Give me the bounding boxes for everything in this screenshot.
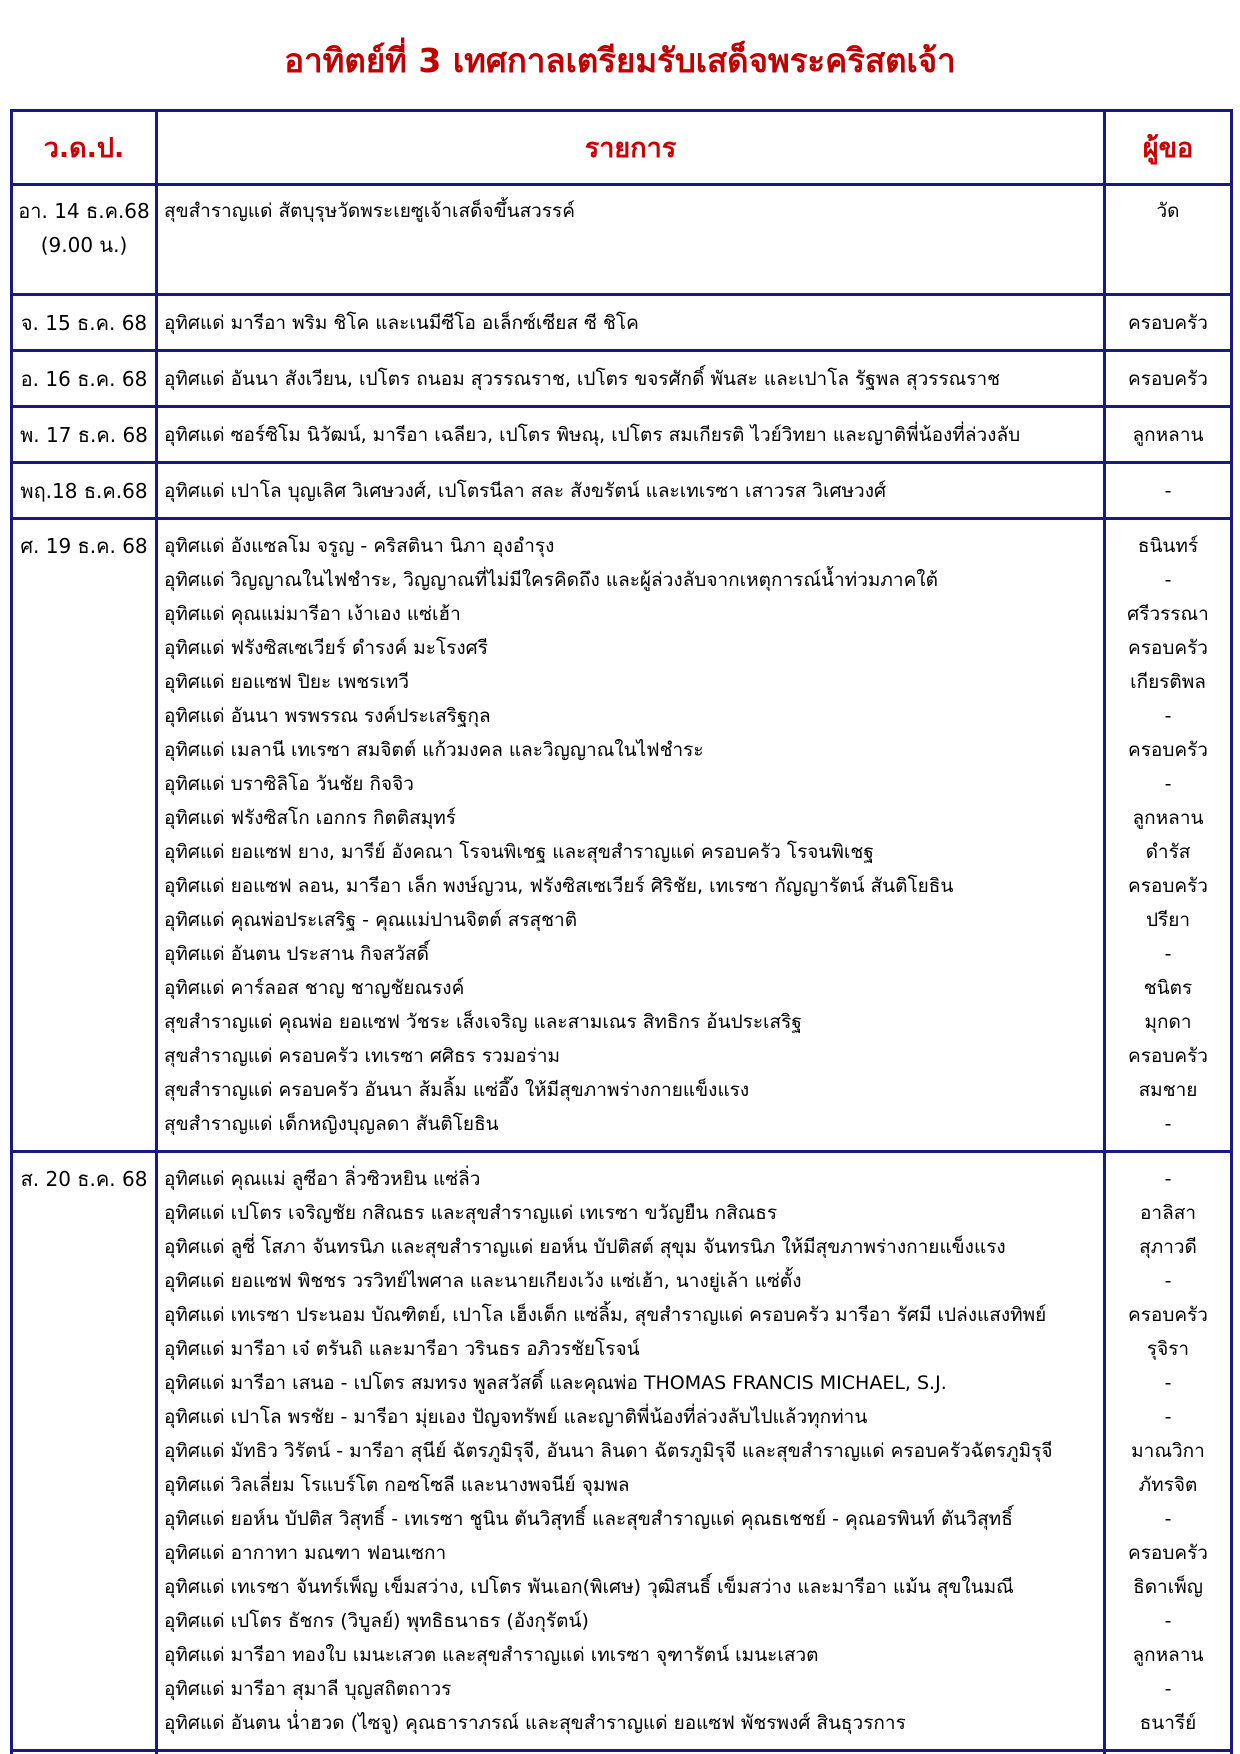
requester-text: วัด xyxy=(1156,200,1180,222)
intention-text: สุขสำราญแด่ ครอบครัว เทเรซา ศศิธร รวมอร่าม xyxy=(164,1045,561,1067)
requester-text: - xyxy=(1164,1113,1172,1135)
intention-text: อุทิศแด่ อากาทา มณฑา ฟอนเซกา xyxy=(164,1542,447,1564)
requester-text: ครอบครัว xyxy=(1128,1304,1208,1326)
requester-cell xyxy=(1105,351,1232,407)
intention-text: อุทิศแด่ บราซิลิโอ วันชัย กิจจิว xyxy=(164,773,414,795)
page-title: อาทิตย์ที่ 3 เทศกาลเตรียมรับเสด็จพระคริสตเจ้า xyxy=(284,41,956,80)
requester-text: ปรียา xyxy=(1145,909,1191,931)
intention-text: อุทิศแด่ มารีอา สุมาลี บุญสถิตถาวร xyxy=(164,1678,452,1700)
requester-text: - xyxy=(1164,1610,1172,1632)
intention-text: อุทิศแด่ ซอร์ซิโม นิวัฒน์, มารีอา เฉลียว, เปโตร พิษณุ, เปโตร สมเกียรติ ไวย์วิทยา และญาติพี่น้องที่ล่วงลับ xyxy=(164,423,1021,446)
requester-text: มุกดา xyxy=(1144,1011,1192,1033)
intention-text: สุขสำราญแด่ ครอบครัว อันนา ส้มลิ้ม แซ่อึ๊ง ให้มีสุขภาพร่างกายแข็งแรง xyxy=(164,1079,750,1101)
intention-text: อุทิศแด่ มารีอา เจ๋ ตรันถิ และมารีอา วรินธร อภิวรชัยโรจน์ xyxy=(164,1338,640,1360)
requester-text: - xyxy=(1164,1270,1172,1292)
intention-text: สุขสำราญแด่ สัตบุรุษวัดพระเยซูเจ้าเสด็จขึ้นสวรรค์ xyxy=(164,200,575,222)
requester-cell xyxy=(1105,407,1232,463)
intention-text: อุทิศแด่ อันตน น่ำฮวด (ไซจู) คุณธาราภรณ์ และสุขสำราญแด่ ยอแซฟ พัชรพงศ์ สินธุวรการ xyxy=(164,1712,906,1734)
intention-text: อุทิศแด่ คุณพ่อประเสริฐ - คุณแม่ปานจิตต์ สรสุชาติ xyxy=(164,909,578,931)
requester-text: - xyxy=(1164,1168,1172,1190)
requester-cell xyxy=(1105,1751,1232,1754)
intention-text: อุทิศแด่ มารีอา พริม ชิโค และเนมีซีโอ อเล็กซ์เซียส ซี ชิโค xyxy=(164,311,639,334)
requester-text: ลูกหลาน xyxy=(1132,423,1204,446)
intentions-cell xyxy=(157,1152,1105,1751)
col-header-requester: ผู้ขอ xyxy=(1105,111,1232,185)
date-cell xyxy=(12,1751,157,1754)
intentions-cell xyxy=(157,407,1105,463)
intentions-cell xyxy=(157,351,1105,407)
requester-text: ครอบครัว xyxy=(1128,1542,1208,1564)
requester-text: ครอบครัว xyxy=(1128,311,1208,334)
date-cell xyxy=(12,185,157,295)
requester-text: มาณวิกา xyxy=(1131,1440,1205,1462)
intention-text: อุทิศแด่ เปโตร เจริญชัย กสิณธร และสุขสำราญแด่ เทเรซา ขวัญยืน กสิณธร xyxy=(164,1202,778,1224)
requester-text: เกียรติพล xyxy=(1130,671,1206,693)
intention-text: อุทิศแด่ อังแซลโม จรูญ - คริสตินา นิภา อุงอำรุง xyxy=(164,535,555,557)
col-header-date: ว.ด.ป. xyxy=(12,111,157,185)
document-page xyxy=(0,34,1240,1754)
date-text: พ. 17 ธ.ค. 68 xyxy=(20,422,148,447)
intention-text: สุขสำราญแด่ คุณพ่อ ยอแซฟ วัชระ เส็งเจริญ และสามเณร สิทธิกร อ้นประเสริฐ xyxy=(164,1011,802,1033)
date-text: อ. 16 ธ.ค. 68 xyxy=(20,366,148,391)
intention-text: อุทิศแด่ เปาโล พรชัย - มารีอา มุ่ยเอง ปัญจทรัพย์ และญาติพี่น้องที่ล่วงลับไปแล้วทุกท่าน xyxy=(164,1406,868,1428)
requester-cell xyxy=(1105,1152,1232,1751)
requester-text: ครอบครัว xyxy=(1128,875,1208,897)
requester-text: ลูกหลาน xyxy=(1132,1644,1204,1666)
date-cell xyxy=(12,463,157,519)
table-row xyxy=(12,407,1232,463)
requester-text: ครอบครัว xyxy=(1128,739,1208,761)
intention-text: อุทิศแด่ ลูซี่ โสภา จันทรนิภ และสุขสำราญแด่ ยอห์น บัปติสต์ สุขุม จันทรนิภ ให้มีสุขภาพร่างกายแข็งแรง xyxy=(164,1236,1006,1258)
requester-text: ธิดาเพ็ญ xyxy=(1133,1576,1203,1598)
date-cell xyxy=(12,295,157,351)
intentions-cell xyxy=(157,463,1105,519)
requester-text: - xyxy=(1164,1372,1172,1394)
requester-text: สุภาวดี xyxy=(1139,1236,1197,1258)
date-cell xyxy=(12,519,157,1152)
intention-text: อุทิศแด่ อันตน ประสาน กิจสวัสดิ์ xyxy=(164,943,429,965)
mass-intentions-table xyxy=(10,109,1233,1754)
intention-text: อุทิศแด่ ยอแซฟ ลอน, มารีอา เล็ก พงษ์ญวน, ฟรังซิสเซเวียร์ ศิริชัย, เทเรซา กัญญารัตน์ สันติโยธิน xyxy=(164,875,954,897)
intention-text: สุขสำราญแด่ เด็กหญิงบุญลดา สันติโยธิน xyxy=(164,1113,499,1135)
intention-text: อุทิศแด่ ยอแซฟ พิชชร วรวิทย์ไพศาล และนายเกียงเว้ง แซ่เฮ้า, นางยู่เล้า แซ่ตั้ง xyxy=(164,1270,802,1292)
date-text: ส. 20 ธ.ค. 68 xyxy=(20,1167,148,1191)
intention-text: อุทิศแด่ คุณแม่ ลูซีอา ลิ่วซิวหยิน แซ่ลิ่ว xyxy=(164,1168,481,1190)
requester-text: ชนิตร xyxy=(1143,977,1193,999)
requester-text: ศรีวรรณา xyxy=(1127,603,1209,625)
requester-cell xyxy=(1105,295,1232,351)
table-row xyxy=(12,185,1232,295)
intention-text: อุทิศแด่ เทเรซา จันทร์เพ็ญ เข็มสว่าง, เปโตร พันเอก(พิเศษ) วุฒิสนธิ์ เข็มสว่าง และมารีอา แม้น สุขในมณี xyxy=(164,1576,1014,1598)
requester-text: - xyxy=(1164,479,1172,502)
intention-text: อุทิศแด่ มารีอา ทองใบ เมนะเสวต และสุขสำราญแด่ เทเรซา จุฑารัตน์ เมนะเสวต xyxy=(164,1644,819,1666)
requester-text: ธนินทร์ xyxy=(1137,535,1199,557)
date-text: อา. 14 ธ.ค.68 xyxy=(18,199,150,223)
intention-text: อุทิศแด่ วิลเลี่ยม โรแบร์โต กอซโซลี และนางพจนีย์ จุมพล xyxy=(164,1474,630,1496)
table-body xyxy=(12,185,1232,1754)
table-row xyxy=(12,351,1232,407)
col-header-items: รายการ xyxy=(157,111,1105,185)
requester-text: ลูกหลาน xyxy=(1132,807,1204,829)
intention-text: อุทิศแด่ เทเรซา ประนอม บัณฑิตย์, เปาโล เฮ็งเต็ก แซ่ลิ้ม, สุขสำราญแด่ ครอบครัว มารีอา รัศมี เปล่งแสงทิพย์ xyxy=(164,1304,1047,1326)
requester-text: ดำรัส xyxy=(1145,841,1191,863)
date-text: จ. 15 ธ.ค. 68 xyxy=(20,310,148,335)
date-text: (9.00 น.) xyxy=(40,233,128,257)
requester-text: - xyxy=(1164,1678,1172,1700)
requester-text: - xyxy=(1164,705,1172,727)
intention-text: อุทิศแด่ ยอห์น บัปติส วิสุทธิ์ - เทเรซา ชูนิน ตันวิสุทธิ์ และสุขสำราญแด่ คุณธเชชย์ - คุณอรพินท์ ตันวิสุทธิ์ xyxy=(164,1508,1013,1530)
intention-text: อุทิศแด่ ฟรังซิสโก เอกกร กิตติสมุทร์ xyxy=(164,807,456,829)
intention-text: อุทิศแด่ วิญญาณในไฟชำระ, วิญญาณที่ไม่มีใครคิดถึง และผู้ล่วงลับจากเหตุการณ์น้ำท่วมภาคใต้ xyxy=(164,569,938,591)
requester-text: ครอบครัว xyxy=(1128,637,1208,659)
table-header xyxy=(12,111,1232,185)
intention-text: อุทิศแด่ เปโตร ธัชกร (วิบูลย์) พุทธิธนาธร (อังกุรัตน์) xyxy=(164,1610,589,1632)
requester-text: - xyxy=(1164,773,1172,795)
intentions-cell xyxy=(157,185,1105,295)
intention-text: อุทิศแด่ อันนา พรพรรณ รงค์ประเสริฐกุล xyxy=(164,705,491,727)
date-text: พฤ.18 ธ.ค.68 xyxy=(20,478,148,503)
table-row xyxy=(12,1751,1232,1754)
table-row xyxy=(12,1152,1232,1751)
intention-text: อุทิศแด่ มารีอา เสนอ - เปโตร สมทรง พูลสวัสดิ์ และคุณพ่อ THOMAS FRANCIS MICHAEL, S.J. xyxy=(164,1372,947,1394)
intentions-cell xyxy=(157,295,1105,351)
intentions-cell xyxy=(157,1751,1105,1754)
requester-text: ครอบครัว xyxy=(1128,367,1208,390)
table-header-row xyxy=(12,111,1232,185)
intention-text: อุทิศแด่ คุณแม่มารีอา เง้าเอง แซ่เฮ้า xyxy=(164,603,461,625)
table-row xyxy=(12,463,1232,519)
date-cell xyxy=(12,351,157,407)
table-row xyxy=(12,295,1232,351)
requester-cell xyxy=(1105,185,1232,295)
requester-text: - xyxy=(1164,1406,1172,1428)
requester-cell xyxy=(1105,519,1232,1152)
date-cell xyxy=(12,407,157,463)
requester-text: ภัทรจิต xyxy=(1138,1474,1198,1496)
requester-text: - xyxy=(1164,1508,1172,1530)
date-cell xyxy=(12,1152,157,1751)
requester-cell xyxy=(1105,463,1232,519)
intentions-cell xyxy=(157,519,1105,1152)
intention-text: อุทิศแด่ คาร์ลอส ชาญ ชาญชัยณรงค์ xyxy=(164,977,465,999)
intention-text: อุทิศแด่ เมลานี เทเรซา สมจิตต์ แก้วมงคล และวิญญาณในไฟชำระ xyxy=(164,739,704,761)
intention-text: อุทิศแด่ มัทธิว วิรัตน์ - มารีอา สุนีย์ ฉัตรภูมิรุจี, อันนา ลินดา ฉัตรภูมิรุจี และสุขสำราญแด่ ครอบครัวฉัตรภูมิรุจี xyxy=(164,1440,1053,1462)
date-text: ศ. 19 ธ.ค. 68 xyxy=(20,534,148,558)
intention-text: อุทิศแด่ ยอแซฟ ยาง, มารีย์ อังคณา โรจนพิเชฐ และสุขสำราญแด่ ครอบครัว โรจนพิเชฐ xyxy=(164,841,874,863)
requester-text: - xyxy=(1164,569,1172,591)
requester-text: สมชาย xyxy=(1138,1079,1198,1101)
table-row xyxy=(12,519,1232,1152)
requester-text: รุจิรา xyxy=(1146,1338,1190,1360)
requester-text: ครอบครัว xyxy=(1128,1045,1208,1067)
intention-text: อุทิศแด่ อันนา สังเวียน, เปโตร ถนอม สุวรรณราช, เปโตร ขจรศักดิ์ พันสะ และเปาโล รัฐพล สุวรรณราช xyxy=(164,367,1001,390)
requester-text: - xyxy=(1164,943,1172,965)
intention-text: อุทิศแด่ ฟรังซิสเซเวียร์ ดำรงค์ มะโรงศรี xyxy=(164,637,488,659)
requester-text: อาลิสา xyxy=(1140,1202,1196,1224)
requester-text: ธนารีย์ xyxy=(1139,1712,1197,1734)
intention-text: อุทิศแด่ ยอแซฟ ปิยะ เพชรเทวี xyxy=(164,671,410,693)
intention-text: อุทิศแด่ เปาโล บุญเลิศ วิเศษวงศ์, เปโตรนีลา สละ สังขรัตน์ และเทเรซา เสาวรส วิเศษวงศ์ xyxy=(164,479,887,502)
